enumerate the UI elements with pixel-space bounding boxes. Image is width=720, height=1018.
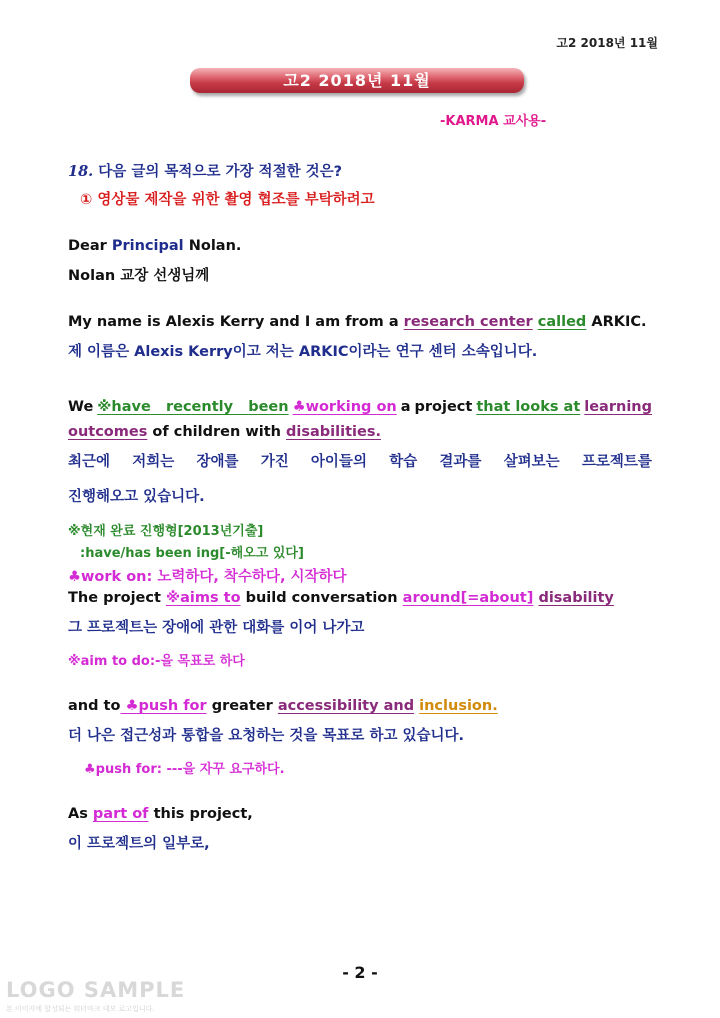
p3-ko-line2: 진행해오고 있습니다.: [68, 489, 205, 505]
p2-en: [68, 314, 647, 330]
p6-en: [68, 806, 253, 822]
p5-ko: 더 나은 접근성과 통합을 요청하는 것을 목표로 하고 있습니다.: [68, 728, 465, 744]
question-answer: ① 영상물 제작을 위한 촬영 협조를 부탁하려고: [80, 192, 375, 208]
ko-word: 저희는: [132, 454, 175, 470]
words-working-on: working on: [305, 399, 397, 415]
word-as: As: [68, 806, 88, 822]
word-disability: disability: [538, 590, 614, 606]
p4-en: [68, 590, 614, 606]
word-disabilities: disabilities.: [286, 424, 381, 440]
word-outcomes: outcomes: [68, 424, 148, 440]
note-aim-to: ※aim to do:-을 목표로 하다: [68, 654, 245, 669]
word-dear: Dear: [68, 238, 107, 254]
ko-word: 학습: [389, 454, 418, 470]
watermark-caption: 본 이미지에 합성되는 워터마크 데모 로고입니다.: [6, 1005, 155, 1013]
note-work-on: ♣work on: 노력하다, 착수하다, 시작하다: [68, 569, 347, 585]
p2-text: My name is Alexis Kerry and I am from a: [68, 314, 399, 330]
mark-icon: ※: [97, 399, 112, 415]
word-recently: recently: [165, 399, 234, 415]
p6-ko: 이 프로젝트의 일부로,: [68, 836, 210, 852]
words-push-for: push for: [138, 698, 207, 714]
phrase-push-for: [120, 698, 206, 714]
subtitle: -KARMA 교사용-: [440, 114, 547, 129]
phrase-aims-to: [166, 590, 241, 606]
ko-word: 프로젝트를: [581, 454, 652, 470]
word-nolan: Nolan.: [188, 238, 242, 254]
word-we: We: [68, 399, 94, 415]
phrase-the-project: The project: [68, 590, 161, 606]
word-greater: greater: [211, 698, 273, 714]
p1-ko: Nolan 교장 선생님께: [68, 268, 210, 284]
ko-word: 아이들의: [310, 454, 367, 470]
ko-word: 결과를: [439, 454, 482, 470]
phrase-part-of: part of: [92, 806, 149, 822]
phrase-this-project: this project,: [153, 806, 253, 822]
phrase-build-conversation: build conversation: [245, 590, 398, 606]
word-arkic: ARKIC.: [591, 314, 647, 330]
word-around: around[=about]: [402, 590, 534, 606]
note-push-for: ♣push for: ---을 자꾸 요구하다.: [84, 762, 285, 777]
phrase-and-to: and to: [68, 698, 121, 714]
p5-en: [68, 698, 498, 714]
club-icon: ♣: [292, 399, 306, 415]
p3-ko-line1: [68, 450, 652, 471]
ko-word: 장애를: [196, 454, 239, 470]
word-principal: Principal: [111, 238, 184, 254]
p4-ko: 그 프로젝트는 장애에 관한 대화를 이어 나가고: [68, 620, 365, 636]
mark-icon: ※: [165, 590, 181, 606]
word-inclusion: inclusion.: [419, 698, 498, 714]
word-have: have: [111, 399, 151, 415]
question-number: 18.: [68, 163, 94, 180]
p1-en: [68, 238, 241, 254]
phrase-working-on: [293, 399, 397, 415]
phrase-of-children-with: of children with: [152, 424, 281, 440]
phrase-have-recently-been: [97, 399, 288, 415]
word-learning: learning: [584, 399, 652, 415]
word-a: a: [400, 399, 411, 415]
header-exam-label: 고2 2018년 11월: [556, 36, 658, 50]
phrase-accessibility-and: accessibility and: [277, 698, 415, 714]
phrase-that-looks-at: that looks at: [476, 399, 581, 415]
club-icon: ♣: [125, 698, 139, 714]
question-line: [68, 160, 342, 181]
ko-word: 살펴보는: [503, 454, 560, 470]
note-present-perfect: ※현재 완료 진행형[2013년기출]: [68, 524, 264, 539]
word-project: project: [414, 399, 473, 415]
question-prompt: 다음 글의 목적으로 가장 적절한 것은?: [98, 164, 343, 180]
title-banner: 고2 2018년 11월: [190, 68, 524, 93]
word-called: called: [537, 314, 587, 330]
words-aims-to: aims to: [180, 590, 241, 606]
word-been: been: [248, 399, 289, 415]
phrase-research-center: research center: [403, 314, 533, 330]
p3-en-line2: [68, 424, 381, 440]
watermark-logo: LOGO SAMPLE: [6, 978, 186, 1002]
ko-word: 가진: [260, 454, 289, 470]
page-number: - 2 -: [342, 963, 378, 982]
note-have-been-ing: :have/has been ing[-해오고 있다]: [80, 546, 304, 561]
p2-ko: 제 이름은 Alexis Kerry이고 저는 ARKIC이라는 연구 센터 소속입니다.: [68, 344, 538, 360]
ko-word: 최근에: [68, 454, 111, 470]
p3-en-line1: [68, 399, 652, 415]
